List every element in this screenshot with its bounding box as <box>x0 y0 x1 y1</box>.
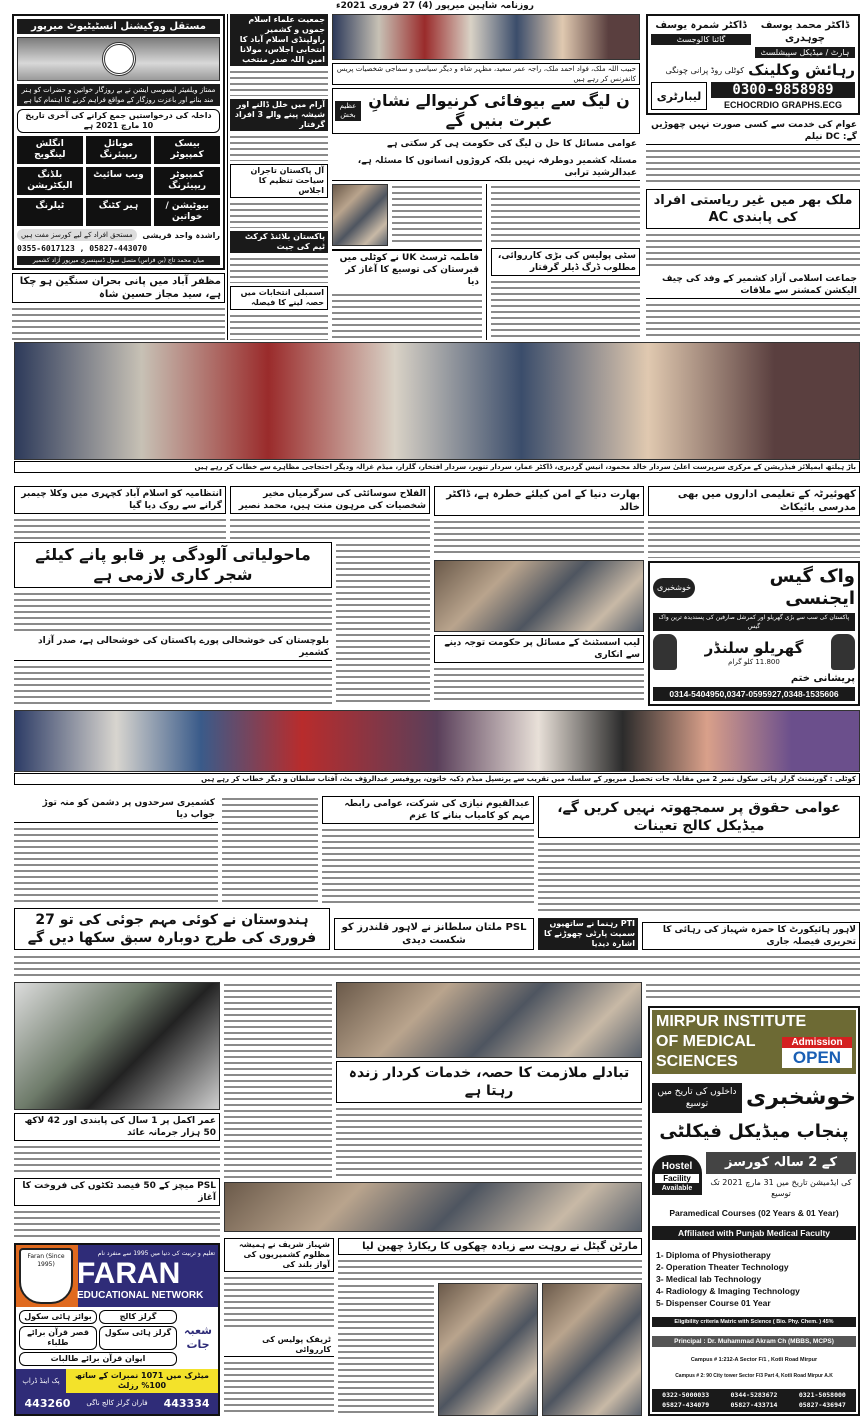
group-photo <box>224 1182 642 1232</box>
story-body <box>14 517 226 539</box>
principal: Principal : Dr. Muhammad Akram Ch (MBBS, MCPS) <box>652 1336 856 1347</box>
headline: ہندوستان نے کوئی مہم جوئی کی تو 27 فروری کی طرح دوبارہ سبق سکھا دیں گے <box>14 908 330 950</box>
result: میٹرک میں 1071 نمبرات کے ساتھ 100% رزلٹ <box>66 1369 218 1393</box>
headline: تبادلے ملازمت کا حصہ، خدمات کردار زندہ رہتا ہے <box>336 1061 642 1103</box>
headline: ٹریفک پولیس کی کارروائی <box>224 1334 334 1357</box>
units <box>19 1310 177 1366</box>
story-body <box>646 302 860 340</box>
cricket-photo <box>438 1283 538 1416</box>
story-body <box>14 664 332 704</box>
story-body <box>336 1106 642 1178</box>
faran-subtitle: EDUCATIONAL NETWORK <box>77 1290 204 1301</box>
headline: عوام کی خدمت سے کسی صورت نہیں چھوڑیں گے: DC نیلم <box>646 118 860 145</box>
headline: عمر اکمل پر 1 سال کی پابندی اور 42 لاکھ 50 ہزار جرمانہ عائد <box>14 1113 220 1141</box>
faran-ad <box>14 1243 220 1416</box>
phones: 0355-6017123 , 05827-443070 <box>17 244 148 253</box>
lab-label: لیبارٹری <box>651 82 707 110</box>
feature-headline: ماحولیاتی آلودگی پر قابو پانے کیلئے شجر کاری لازمی ہے <box>14 542 332 588</box>
left-column <box>12 14 225 340</box>
headline: جماعت اسلامی آزاد کشمیر کے وفد کی چیف الیکشن کمشنر سے ملاقات <box>646 272 860 299</box>
side-label: عظیم بخش <box>335 101 361 121</box>
address: میاں محمد تاج (بن فراس) متصل سول ڈسپنسری میرپور آزاد کشمیر <box>17 256 220 265</box>
transport: پک اینڈ ڈراپ <box>16 1369 66 1393</box>
clinic-ad <box>646 14 860 115</box>
campus: فاران گرلز کالج ناگی <box>86 1399 148 1407</box>
free-note: مستحق افراد کے لیے کورسز مفت ہیں <box>17 229 137 241</box>
story-body <box>14 826 218 905</box>
story-body <box>224 1360 334 1416</box>
story-body <box>336 542 430 704</box>
lead-subhead: عوامی مسائل کا حل ن لیگ کی حکومت ہی کر سکتی ہے <box>386 139 637 149</box>
row2-col4 <box>648 486 860 706</box>
course-item: انگلش لینگویج <box>17 136 83 164</box>
story-body <box>14 954 860 978</box>
story-body <box>338 1283 434 1416</box>
gas-agency-ad <box>648 561 860 706</box>
story-body <box>230 313 328 340</box>
story-body <box>230 134 328 161</box>
side-label: شعبہ جات <box>184 1324 212 1351</box>
headline: لیب اسسٹنٹ کے مسائل پر حکومت توجہ دینے سے انکاری <box>434 635 644 663</box>
unit-item: گرلز کالج <box>99 1310 177 1324</box>
unit-item: ایوان قرآن برائے طالبات <box>19 1352 177 1366</box>
doctor-name: ڈاکٹر محمد یوسف چوہدری <box>760 20 850 44</box>
course-item: کمپیوٹر ریپیئرنگ <box>154 167 220 195</box>
ad-title: مستقل ووکیشنل انسٹیٹیوٹ میرپور <box>17 19 220 34</box>
school-photo-strip <box>14 710 860 772</box>
story-body <box>230 517 430 539</box>
courses-urdu: کے 2 سالہ کورسز <box>706 1152 856 1174</box>
story-body <box>12 306 225 340</box>
headline: فاطمہ ٹرسٹ UK نے کوٹلی میں قبرستان کی توسیع کا آغاز کر دیا <box>332 249 482 289</box>
event-photo <box>336 982 642 1058</box>
lead-column <box>332 14 640 340</box>
lead-headline: ن لیگ سے بیوفائی کرنیوالے نشانِ عبرت بنیں گے <box>368 91 630 130</box>
bottom-center <box>338 1238 642 1416</box>
story-body <box>646 148 860 186</box>
story-body <box>646 982 860 1002</box>
course-item: ٹیلرنگ <box>17 198 83 226</box>
narrow-column <box>230 14 328 340</box>
headline: انتظامیہ کو اسلام آباد کچہری میں وکلا چیمبر گرانے سے روک دیا گیا <box>14 486 226 514</box>
story-body <box>14 1144 220 1175</box>
story-body <box>230 69 328 96</box>
deadline: داخلہ کی درخواستیں جمع کرانے کی آخری تاریخ 10 مارچ 2021 ہے <box>17 109 220 133</box>
strip-caption: کوٹلی : گورنمنٹ گرلز ہائی سکول نمبر 2 میں مقابلہ جات تحصیل میرپور کے سلسلہ میں تقریب سے پرنسپل میڈم ذکیہ خاتون، پروفیسر عبدالرؤف بٹ، آفتاب سلطان و دیگر خطاب کر رہے ہیں <box>14 773 860 785</box>
course-item: بلڈنگ الیکٹریشن <box>17 167 83 195</box>
course-item: 2- Operation Theater Technology <box>656 1261 789 1272</box>
headline: مظفر آباد میں پانی بحران سنگین ہو چکا ہے، سید مجاز حسین شاہ <box>12 273 225 303</box>
course-item: 3- Medical lab Technology <box>656 1273 762 1284</box>
clinic-address: کوٹلی روڈ پرانی چونگی <box>665 65 745 75</box>
building-image <box>17 37 220 81</box>
course-item: 1- Diploma of Physiotherapy <box>656 1249 771 1260</box>
product-weight: 11.800 کلو گرام <box>728 657 780 666</box>
story-body <box>224 1275 334 1331</box>
row3-right <box>538 796 860 950</box>
doctor-name: ڈاکٹر شمرہ یوسف <box>655 20 747 31</box>
story-body <box>14 1209 220 1240</box>
course-grid <box>17 136 220 226</box>
right-column <box>646 14 860 340</box>
campus: Campus # 1:212-A Sector F/1 , Kotli Road Mirpur <box>690 1356 818 1363</box>
headline: PSL ملتان سلطانز نے لاہور قلندرز کو شکست دیدی <box>334 918 534 950</box>
ad-title: واک گیس ایجنسی <box>769 566 855 609</box>
ecg-label: ECHOCRDIO GRAPHS.ECG <box>723 100 842 110</box>
story-body <box>648 519 860 558</box>
unit-item: بوائز ہائی سکول <box>19 1310 97 1324</box>
open-badge: OPEN <box>792 1047 842 1067</box>
course-item: 4- Radiology & Imaging Technology <box>656 1285 800 1296</box>
hostel-badge: Hostel Facility Available <box>652 1155 702 1195</box>
gas-phones: 0314-5404950,0347-0595927,0348-1535606 <box>653 687 855 701</box>
story-body <box>392 184 482 246</box>
story-body <box>646 232 860 270</box>
title: SCIENCES <box>656 1053 738 1070</box>
clinic-name: رہائش وکلینک <box>748 61 855 79</box>
press-conference-photo <box>332 14 640 60</box>
headline: لاہور ہائیکورٹ کا حمزہ شہباز کی رہائی کا تحریری فیصلہ جاری <box>642 922 860 950</box>
headline: پاکستان بلائنڈ کرکٹ ٹیم کی جیت <box>230 231 328 253</box>
title: OF MEDICAL <box>656 1033 756 1050</box>
headline: PSL میچز کے 50 فیصد ٹکٹوں کی فروخت کا آغاز <box>14 1178 220 1206</box>
vocational-institute-ad <box>12 14 225 270</box>
admission-badge: Admission <box>782 1037 852 1048</box>
cylinder-icon <box>831 634 855 670</box>
story-body <box>434 666 644 704</box>
portrait-photo <box>332 184 388 246</box>
course-item: ہیر کٹنگ <box>86 198 152 226</box>
photo-caption: حبیب اللہ ملک، فواد احمد ملک، راجہ عمر سعید، مظہر شاہ و دیگر سیاسی و سماجی شخصیات پریس کانفرنس کر رہے ہیں <box>332 63 640 85</box>
phones: 0322-5000033 0344-5283672 0321-5058000 05827-434079 05827-433714 05827-436947 <box>652 1389 856 1412</box>
row2-left <box>14 486 430 704</box>
affiliation: Affiliated with Punjab Medical Faculty <box>652 1226 856 1240</box>
gear-logo-icon <box>102 42 136 76</box>
headline: ملک بھر میں غیر ریاستی افراد کی پابندی AC <box>646 189 860 229</box>
headline: سٹی پولیس کی بڑی کارروائی، مطلوب ڈرگ ڈیلر گرفتار <box>491 248 640 276</box>
course-item: 5- Dispenser Course 01 Year <box>656 1297 771 1308</box>
strip-caption: باڑ ہیلتھ ایمپلائز فیڈریشن کے مرکزی سرپرست اعلیٰ سردار خالد محمود، انیس گردیزی، ڈاکٹر عمار، سردار تنویر، سردار افتخار، گلزار، میڈم غزالہ ودیگر احتجاجی مظاہرے سے خطاب کر رہے ہیں <box>14 461 860 473</box>
bottom-left <box>14 982 220 1416</box>
masthead: روزنامہ شاہین میرپور (4) 27 فروری 2021ء <box>336 1 534 11</box>
headline: کھوئیرٹہ کے تعلیمی اداروں میں بھی مدرسی بائیکاٹ <box>648 486 860 516</box>
story-body <box>538 841 860 915</box>
campus: Campus # 2: 90 City tower Sector F/3 Part 4, Kotli Road Mirpur A.K <box>675 1373 833 1380</box>
date-urdu: کی ایڈمیشن تاریخ میں 31 مارچ 2021 تک توسیع <box>710 1177 852 1198</box>
headline: شہباز شریف نے ہمیشہ مظلوم کشمیریوں کی آواز بلند کی <box>224 1238 334 1272</box>
faran-logo-icon: Faran (Since 1995) <box>19 1248 73 1304</box>
product-name: گھریلو سلنڈر <box>704 638 804 657</box>
row2-col3 <box>434 486 644 704</box>
course-list <box>652 1249 856 1309</box>
story-body <box>491 184 640 245</box>
story-body <box>230 201 328 228</box>
story-body <box>222 796 318 905</box>
story-body <box>434 519 644 557</box>
ad-tagline: ممتاز ویلفیئر ایسوسی ایشن نے بے روزگار خواتین و حضرات کو ہنر مند بنانے اور باعزت روزگار کے مواقع فراہم کرنے کا اہتمام کیا ہے <box>17 84 220 106</box>
headline: PTI رہنما نے ساتھیوں سمیت پارٹی چھوڑنے کا اشارہ دیدیا <box>538 918 638 950</box>
headline: آرام میں خلل ڈالنے اور شیشہ پینے والے 3 افراد گرفتار <box>230 99 328 131</box>
headline: بلوچستان کی خوشحالی پورے پاکستان کی خوشحالی ہے، صدر آزاد کشمیر <box>14 634 332 661</box>
course-item: بیسک کمپیوٹر <box>154 136 220 164</box>
ad-badge: خوشخبری <box>653 578 695 598</box>
story-body <box>338 1258 642 1280</box>
paramedical: Paramedical Courses (02 Years & 01 Year) <box>669 1207 839 1218</box>
headline: مسئلہ کشمیر دوطرفہ نہیں بلکہ کروڑوں انسانوں کا مسئلہ ہے، عبدالرشید ترابی <box>332 154 640 181</box>
headline: عوامی حقوق پر سمجھوتہ نہیں کریں گے، میڈیکل کالج تعینات <box>538 796 860 838</box>
headline: بھارت دنیا کے امن کیلئے خطرہ ہے، ڈاکٹر خالد <box>434 486 644 516</box>
eligibility: Eligibility criteria Matric with Science ( Bio. Phy. Chem. ) 45% <box>652 1317 856 1327</box>
course-item: بیوٹیشن / خواتین <box>154 198 220 226</box>
slogan: پریشانی ختم <box>790 673 855 684</box>
faculty-urdu: پنجاب میڈیکل فیکلٹی <box>659 1121 849 1143</box>
headline: عبدالقیوم نیازی کی شرکت، عوامی رابطہ مہم کو کامیاب بنانے کا عزم <box>322 796 534 824</box>
story-body <box>332 292 482 340</box>
story-body <box>14 591 332 631</box>
phone: 443260 <box>24 1397 71 1410</box>
bottom-center-top <box>336 982 642 1178</box>
story-body <box>322 827 534 905</box>
good-news: خوشخبری <box>746 1084 856 1110</box>
extension-label: داخلوں کی تاریخ میں توسیع <box>652 1083 742 1113</box>
story-body <box>491 279 640 340</box>
tagline: تعلیم و تربیت کی دنیا میں 1995 سے منفرد نام <box>97 1250 215 1257</box>
phone: 443334 <box>163 1397 210 1410</box>
bottom-narrow <box>224 1238 334 1416</box>
headline: اسمبلی انتخابات میں حصہ لینے کا فیصلہ <box>230 286 328 310</box>
meeting-photo <box>434 560 644 632</box>
unit-item: قصر قرآن برائے طلباء <box>19 1326 97 1350</box>
title: MIRPUR INSTITUTE <box>656 1013 807 1030</box>
course-item: ویب سائیٹ <box>86 167 152 195</box>
unit-item: گرلز ہائی سکول <box>99 1326 177 1350</box>
headline: الفلاح سوسائٹی کی سرگرمیاں مخیر شخصیات کی مرہون منت ہیں، محمد نصیر <box>230 486 430 514</box>
protest-photo-strip <box>14 342 860 460</box>
cricket-photo <box>542 1283 642 1416</box>
course-item: موبائل ریپیئرنگ <box>86 136 152 164</box>
mirpur-institute-ad <box>648 1006 860 1416</box>
headline: آل پاکستان تاجران سیاحت تنظیم کا اجلاس <box>230 164 328 198</box>
headline: کشمیری سرحدوں پر دشمن کو منہ توڑ جواب دیا <box>14 796 218 823</box>
ad-line: پاکستان کی سب سے بڑی گھریلو اور کمرشل صارفین کی پسندیدہ ترین واک گیس <box>653 613 855 631</box>
story-body <box>224 982 332 1178</box>
cylinder-icon <box>653 634 677 670</box>
lead-headline-box <box>332 88 640 134</box>
headline: مارٹن گپٹل نے روہت سے زیادہ چھکوں کا ریکارڈ چھین لیا <box>338 1238 642 1255</box>
specialty: ہارٹ / میڈیکل سپیشلسٹ <box>755 47 855 58</box>
speaker-photo <box>14 982 220 1110</box>
story-body <box>230 256 328 283</box>
specialty: گائنا کالوجسٹ <box>651 34 751 45</box>
headline: جمعیت علماء اسلام جموں و کشمیر راولپنڈی اسلام آباد کا انتخابی اجلاس، مولانا امین اللہ صدر منتخب <box>230 14 328 66</box>
faran-name: FARAN <box>77 1257 181 1290</box>
signature: راشدہ واحد قریشی <box>142 230 220 240</box>
clinic-phone: 0300-9858989 <box>711 82 855 98</box>
row3-left <box>14 796 534 950</box>
